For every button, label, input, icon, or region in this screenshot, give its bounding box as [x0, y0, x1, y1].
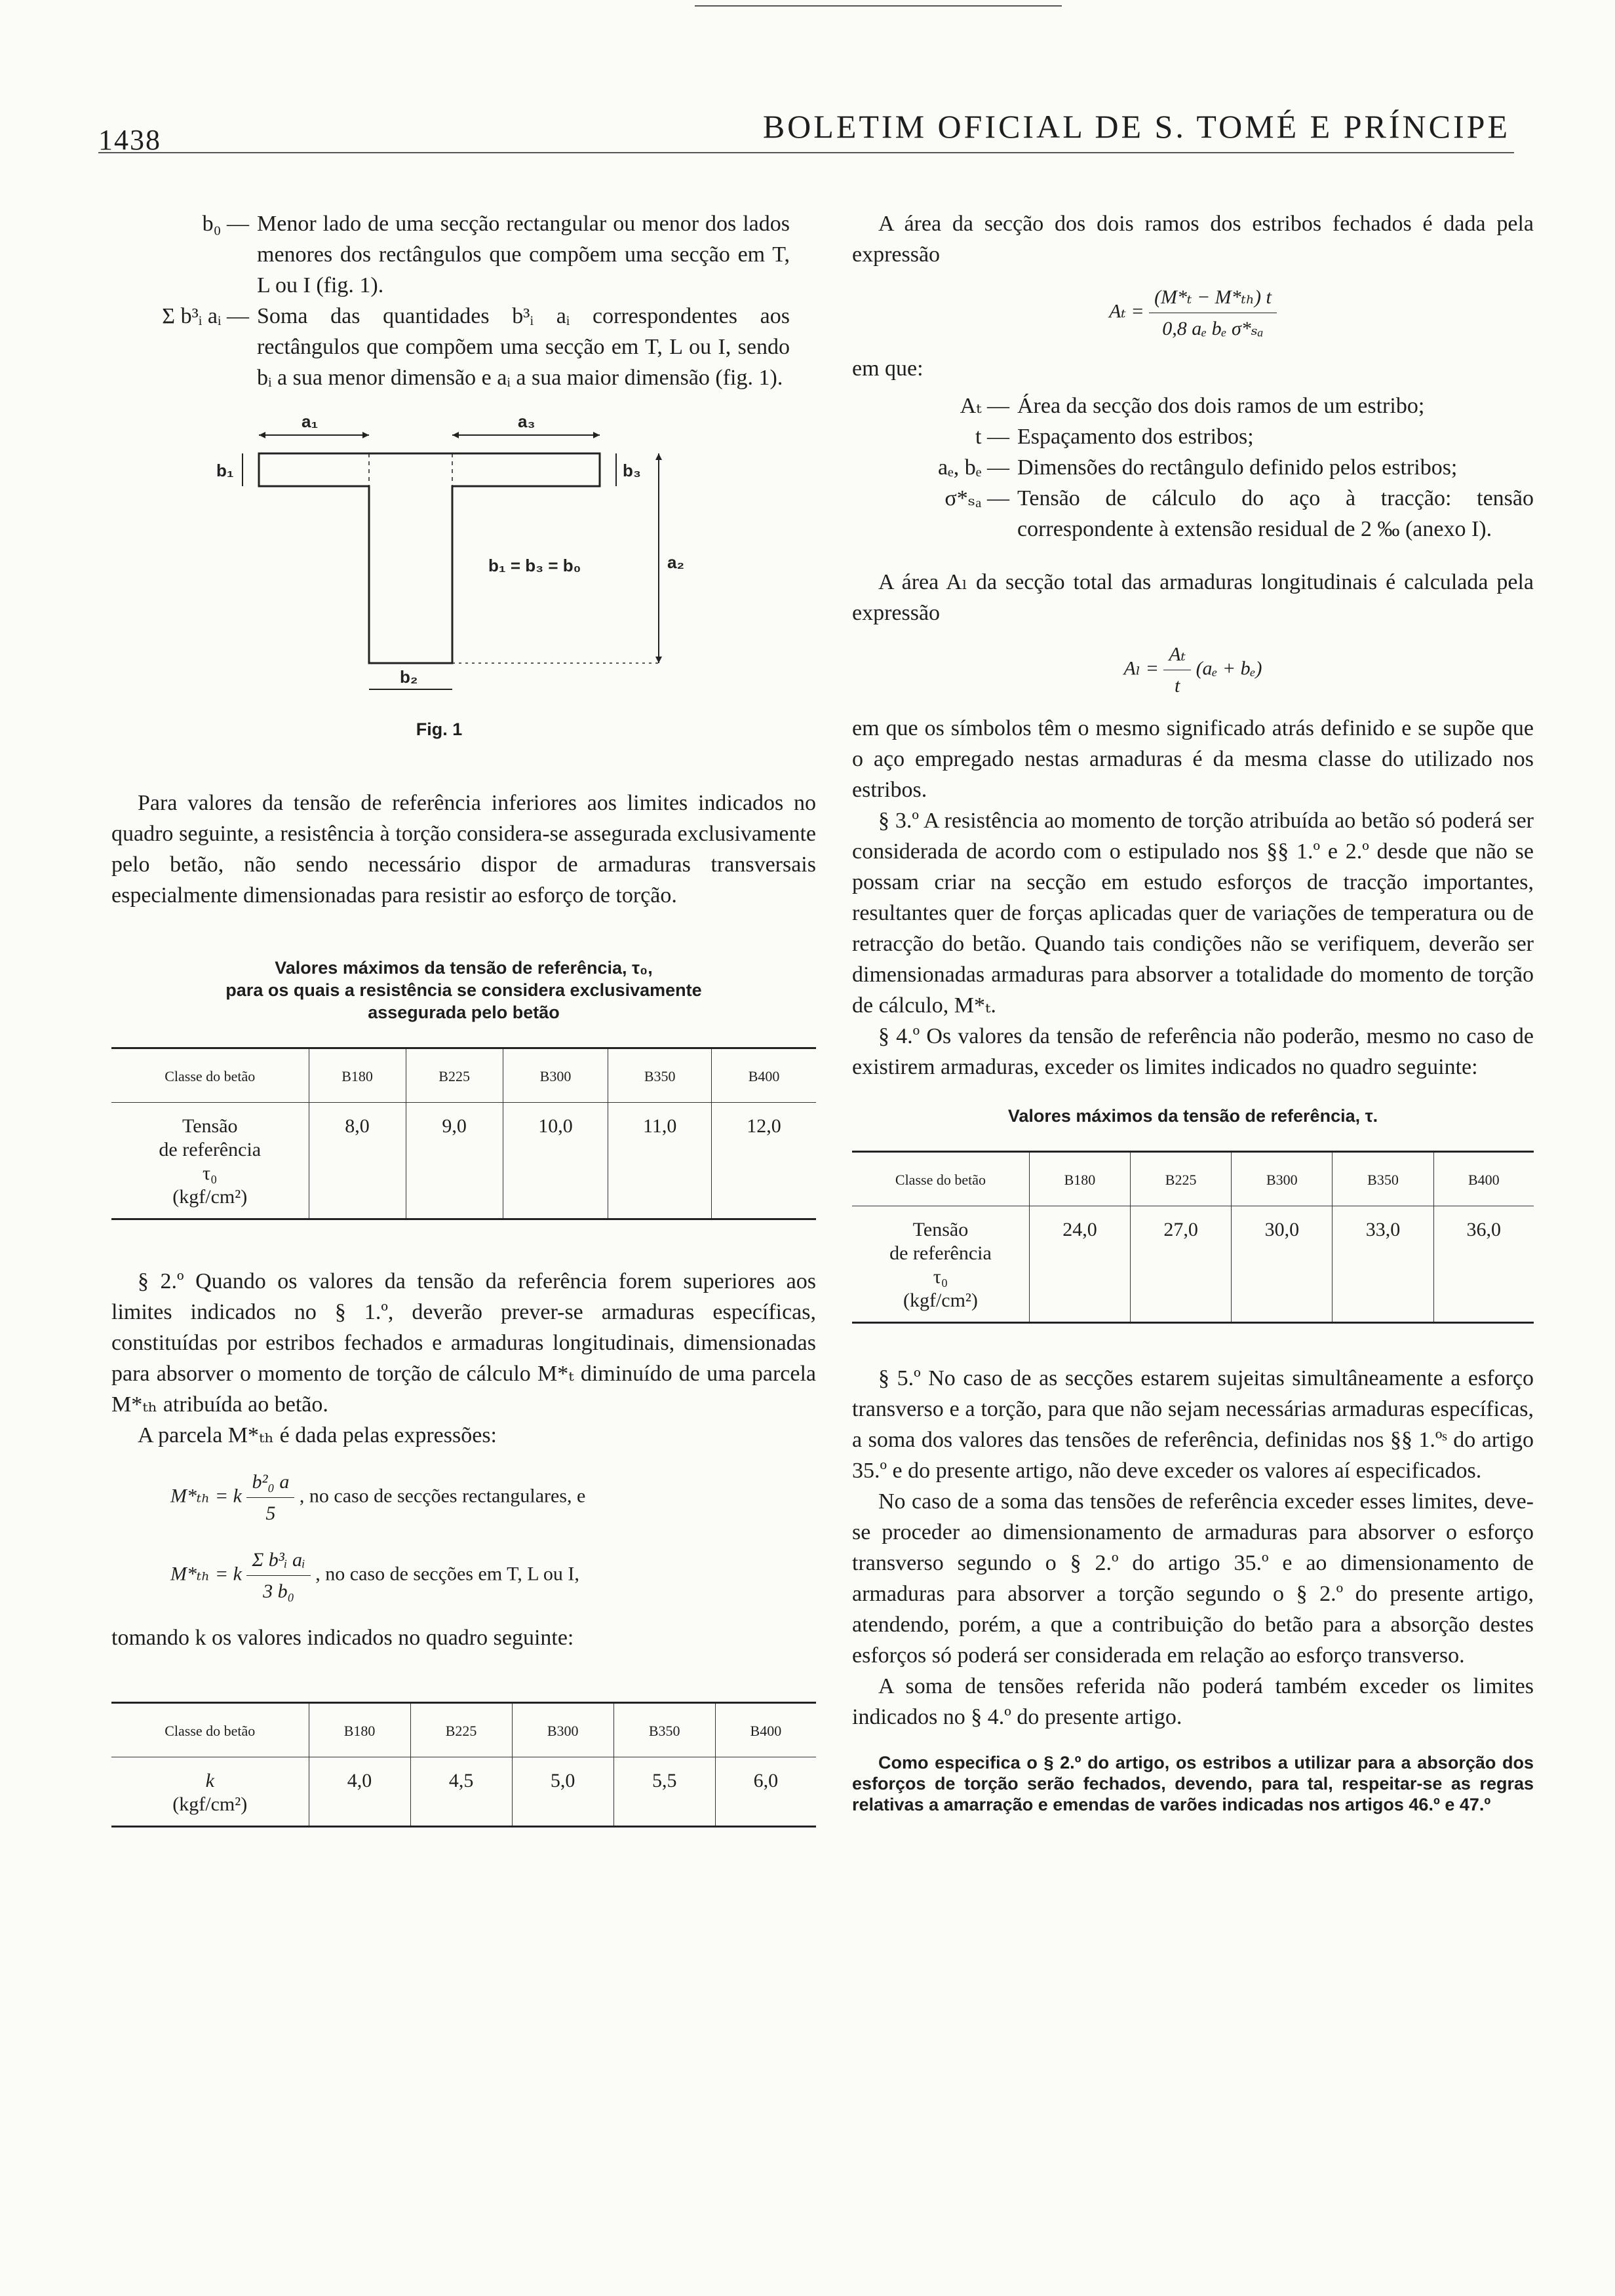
table-header: B350	[613, 1703, 715, 1757]
formula-fraction	[1149, 282, 1277, 344]
table-caption: assegurada pelo betão	[368, 1003, 560, 1022]
definition-text: Área da secção dos dois ramos de um estribo;	[1017, 394, 1425, 418]
fig-label-b2: b₂	[400, 667, 418, 687]
table-header: B225	[1131, 1152, 1232, 1206]
formula-fraction	[1163, 639, 1191, 701]
definition-text: Tensão de cálculo do aço à tracção: tensão correspondente à extensão residual de 2 ‰ (anexo I).	[1017, 486, 1534, 541]
fraction-numerator: (M*ₜ − M*ₜₕ) t	[1149, 282, 1277, 313]
table-header: B350	[1333, 1152, 1433, 1206]
formula-lhs: Aₜ =	[1109, 300, 1144, 322]
formula-lhs: M*ₜₕ = k	[170, 1563, 242, 1585]
row-label	[852, 1206, 1029, 1323]
definition-row	[852, 452, 1534, 483]
fig-label-a3: a₃	[518, 411, 535, 431]
definition-text: Menor lado de uma secção rectangular ou menor dos lados menores dos rectângulos que compõem uma secção em T, L ou I (fig. 1).	[257, 212, 790, 297]
paragraph: tomando k os valores indicados no quadro seguinte:	[111, 1626, 574, 1650]
table-cell: 6,0	[715, 1757, 816, 1827]
fraction-denominator: 3 b₀	[263, 1580, 295, 1602]
formula-fraction	[246, 1544, 310, 1607]
table-3	[852, 1105, 1534, 1324]
table-cell: 9,0	[406, 1103, 503, 1219]
definition-row	[852, 391, 1534, 421]
table-cell: 12,0	[712, 1103, 816, 1219]
definition-symbol: aₑ, bₑ —	[937, 455, 1009, 480]
table-header-row	[852, 1152, 1534, 1206]
paragraph: No caso de a soma das tensões de referência exceder esses limites, deve-se proceder ao dimensionamento de armaduras para absorver o esforço transverso segundo o § 2.º do artigo 35.º e ao dimensionamento de armaduras para absorver a torção segundo o § 2.º do presente artigo, atendendo, porém, a que a contribuição do betão para a absorção destes esforços só poderá ser considerada em relação ao esforço transverso.	[852, 1489, 1534, 1668]
formula	[170, 1466, 816, 1529]
definition-text: Espaçamento dos estribos;	[1017, 425, 1254, 449]
row-label	[111, 1103, 309, 1219]
row-label-line: (kgf/cm²)	[172, 1793, 248, 1815]
table-header: B180	[1029, 1152, 1130, 1206]
formula-lhs: M*ₜₕ = k	[170, 1485, 242, 1507]
row-label-line: Tensão	[182, 1115, 238, 1137]
table-cell: 4,5	[410, 1757, 512, 1827]
formula-fraction	[246, 1466, 294, 1529]
definition-symbol: σ*ₛₐ —	[944, 486, 1009, 510]
table-cell: 5,5	[613, 1757, 715, 1827]
left-column	[111, 208, 816, 1827]
table-row	[111, 1103, 816, 1219]
journal-title: BOLETIM OFICIAL DE S. TOMÉ E PRÍNCIPE	[762, 108, 1510, 145]
fig-label-b3: b₃	[623, 461, 641, 480]
table-1	[111, 957, 816, 1220]
definition-text: Soma das quantidades b³ᵢ aᵢ correspondentes aos rectângulos que compõem uma secção em T, L ou I, sendo bᵢ a sua menor dimensão e aᵢ a sua maior dimensão (fig. 1).	[257, 304, 790, 390]
table-header: B225	[410, 1703, 512, 1757]
paragraph: A soma de tensões referida não poderá também exceder os limites indicados no § 4.º do presente artigo.	[852, 1674, 1534, 1729]
right-definitions	[852, 391, 1534, 545]
footnote: Como especifica o § 2.º do artigo, os estribos a utilizar para a absorção dos esforços de torção serão fechados, devendo, para tal, respeitar-se as regras relativas a amarração e emendas de varões indicadas nos artigos 46.º e 47.º	[852, 1753, 1534, 1814]
table-cell: 5,0	[512, 1757, 613, 1827]
table-cell: 4,0	[309, 1757, 410, 1827]
row-label-line: τ₀	[202, 1162, 218, 1184]
fraction-denominator: 0,8 aₑ bₑ σ*ₛₐ	[1162, 318, 1264, 339]
formula-rhs: (aₑ + bₑ)	[1196, 657, 1262, 679]
table-caption: para os quais a resistência se considera exclusivamente	[225, 980, 702, 1000]
row-label-line: de referência	[159, 1139, 262, 1160]
header-rule	[98, 152, 1514, 153]
table-header: B350	[608, 1048, 712, 1103]
fig-label-a2: a₂	[667, 552, 685, 572]
table-header: B225	[406, 1048, 503, 1103]
fraction-denominator: 5	[265, 1502, 276, 1524]
row-label-line: (kgf/cm²)	[172, 1186, 248, 1208]
definition-symbol: Aₜ —	[960, 394, 1009, 418]
t-section-diagram	[111, 408, 767, 748]
definition-symbol: b₀ —	[202, 212, 249, 236]
paragraph: A área Aₗ da secção total das armaduras longitudinais é calculada pela expressão	[852, 570, 1534, 625]
paragraph: Para valores da tensão de referência inferiores aos limites indicados no quadro seguinte, a resistência à torção considera-se assegurada exclusivamente pelo betão, não sendo necessário dispor de armaduras transversais especialmente dimensionadas para resistir ao esforço de torção.	[111, 791, 816, 908]
definition-text: Dimensões do rectângulo definido pelos estribos;	[1017, 455, 1458, 480]
table-header: B400	[715, 1703, 816, 1757]
table-caption: Valores máximos da tensão de referência, τ.	[1007, 1106, 1378, 1126]
definition-symbol: t —	[975, 425, 1009, 449]
scan-line-top	[695, 5, 1062, 7]
paragraph: § 4.º Os valores da tensão de referência não poderão, mesmo no caso de existirem armaduras, exceder os limites indicados no quadro seguinte:	[852, 1024, 1534, 1079]
k-values-table	[111, 1702, 816, 1827]
table-header: B180	[309, 1048, 406, 1103]
table-header: B180	[309, 1703, 410, 1757]
fig-label-b1: b₁	[216, 461, 234, 480]
row-label-line: τ₀	[933, 1266, 948, 1288]
fraction-numerator: b²₀ a	[246, 1466, 294, 1498]
table-cell: 11,0	[608, 1103, 712, 1219]
paragraph: A área da secção dos dois ramos dos estribos fechados é dada pela expressão	[852, 212, 1534, 267]
row-label-line: Tensão	[912, 1219, 969, 1240]
paragraph: A parcela M*ₜₕ é dada pelas expressões:	[138, 1423, 497, 1447]
table-header: Classe do betão	[111, 1703, 309, 1757]
paragraph: § 2.º Quando os valores da tensão da referência forem superiores aos limites indicados no § 1.º, deverão prever-se armaduras específicas, constituídas por estribos fechados e armaduras longitudinais, dimensionadas para absorver o momento de torção de cálculo M*ₜ diminuído de uma parcela M*ₜₕ atribuída ao betão.	[111, 1269, 816, 1417]
fraction-numerator: Aₜ	[1163, 639, 1191, 670]
table-cell: 33,0	[1333, 1206, 1433, 1323]
definition-row	[111, 208, 816, 301]
page-number: 1438	[98, 124, 161, 156]
max-stress-table	[852, 1151, 1534, 1324]
table-header-row	[111, 1703, 816, 1757]
definition-row	[852, 483, 1534, 545]
row-label-line: (kgf/cm²)	[903, 1290, 978, 1311]
row-label-line: de referência	[889, 1242, 992, 1264]
row-label	[111, 1757, 309, 1827]
table-cell: 24,0	[1029, 1206, 1130, 1323]
table-cell: 30,0	[1232, 1206, 1333, 1323]
paragraph: § 3.º A resistência ao momento de torção atribuída ao betão só poderá ser considerada de acordo com o estipulado nos §§ 1.º e 2.º desde que não se possam criar na secção em estudo esforços de tracção importantes, resultantes quer de forças aplicadas quer de variações de temperatura ou de retracção do betão. Quando tais condições não se verifiquem, deverão ser dimensionadas armaduras para absorver a totalidade do momento de torção de cálculo, M*ₜ.	[852, 809, 1534, 1018]
table-header: B300	[1232, 1152, 1333, 1206]
table-header: B300	[512, 1703, 613, 1757]
table-row	[111, 1757, 816, 1827]
table-header-row	[111, 1048, 816, 1103]
table-cell: 8,0	[309, 1103, 406, 1219]
paragraph: § 5.º No caso de as secções estarem sujeitas simultâneamente a esforço transverso e a torção, para que não sejam necessárias armaduras específicas, a soma dos valores das tensões de referência, definidas nos §§ 1.ºˢ do artigo 35.º e do presente artigo, não deve exceder os valores aí especificados.	[852, 1366, 1534, 1483]
formula-lhs: Aₗ =	[1123, 657, 1159, 679]
table-cell: 27,0	[1131, 1206, 1232, 1323]
fraction-numerator: Σ b³ᵢ aᵢ	[246, 1544, 310, 1576]
table-cell: 36,0	[1433, 1206, 1534, 1323]
row-label-line: k	[205, 1770, 214, 1791]
formula-text: , no caso de secções em T, L ou I,	[315, 1563, 579, 1585]
figure-1	[111, 408, 816, 775]
table-header: Classe do betão	[111, 1048, 309, 1103]
table-header: B300	[503, 1048, 608, 1103]
formula	[170, 1544, 816, 1607]
figure-caption: Fig. 1	[416, 719, 463, 739]
formula-text: , no caso de secções rectangulares, e	[299, 1485, 586, 1507]
table-row	[852, 1206, 1534, 1323]
left-definitions	[111, 208, 816, 393]
formula	[852, 639, 1534, 701]
reference-stress-table	[111, 1047, 816, 1220]
fraction-denominator: t	[1175, 675, 1180, 697]
table-header: B400	[712, 1048, 816, 1103]
table-cell: 10,0	[503, 1103, 608, 1219]
definition-row	[852, 421, 1534, 452]
fig-label-eq: b₁ = b₃ = b₀	[488, 556, 581, 575]
table-header: Classe do betão	[852, 1152, 1029, 1206]
definition-row	[111, 301, 816, 393]
paragraph: em que os símbolos têm o mesmo significado atrás definido e se supõe que o aço empregado nestas armaduras é da mesma classe do utilizado nos estribos.	[852, 716, 1534, 802]
fig-label-a1: a₁	[302, 411, 319, 431]
formula	[852, 282, 1534, 344]
table-caption: Valores máximos da tensão de referência, τ₀,	[275, 958, 653, 978]
table-header: B400	[1433, 1152, 1534, 1206]
right-column	[852, 208, 1534, 1815]
definition-symbol: Σ b³ᵢ aᵢ —	[162, 304, 249, 328]
paragraph: em que:	[852, 356, 924, 381]
